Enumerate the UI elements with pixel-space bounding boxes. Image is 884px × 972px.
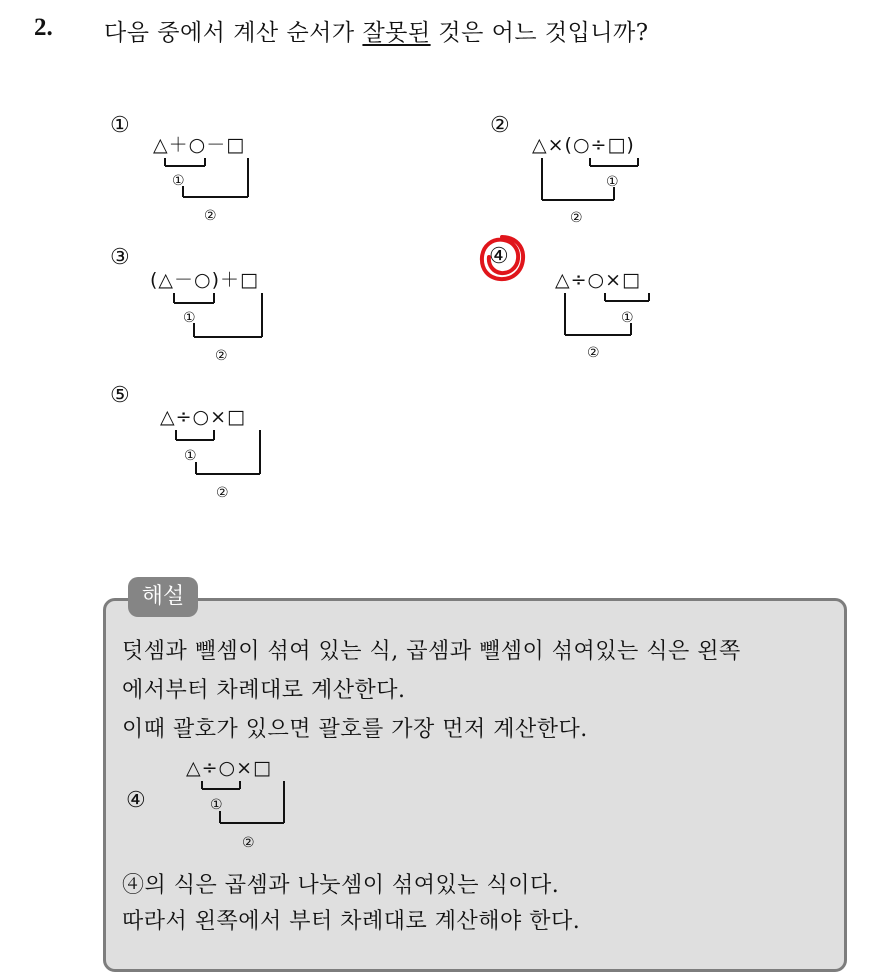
question-number: 2. (34, 14, 53, 41)
question-text-after: 것은 어느 것입니까? (430, 20, 649, 46)
choice-1-step2: ② (204, 208, 217, 224)
choice-4-number[interactable]: ④ (489, 244, 509, 269)
explanation-example-expression: △÷○×□ (186, 757, 272, 779)
choice-5-step1: ① (184, 448, 197, 464)
explanation-example-label: ④ (126, 788, 146, 813)
explanation-example-step2: ② (242, 835, 255, 851)
choice-1-number[interactable]: ① (110, 113, 130, 138)
explanation-line-3: 이때 괄호가 있으면 괄호를 가장 먼저 계산한다. (122, 717, 588, 742)
question-text (104, 14, 649, 47)
explanation-line-2: 에서부터 차례대로 계산한다. (122, 678, 406, 703)
choice-3-diagram (150, 285, 280, 370)
choice-4-expression: △÷○×□ (555, 269, 641, 291)
explanation-example-diagram (186, 773, 306, 858)
choice-4-step2: ② (587, 345, 600, 361)
choice-3-step2: ② (215, 348, 228, 364)
choice-4-diagram (555, 285, 675, 370)
choice-4-step1: ① (621, 310, 634, 326)
choice-1-expression: △＋○－□ (153, 134, 246, 156)
explanation-conclusion-1: ④의 식은 곱셈과 나눗셈이 섞여있는 식이다. (122, 873, 560, 898)
choice-1-step1: ① (172, 173, 185, 189)
choice-1-diagram (150, 150, 270, 230)
choice-2-diagram (530, 150, 670, 230)
choice-3-step1: ① (183, 310, 196, 326)
choice-2-step1: ① (606, 174, 619, 190)
choice-3-expression: (△－○)＋□ (150, 269, 259, 291)
explanation-tag: 해설 (128, 577, 198, 617)
explanation-example-step1: ① (210, 797, 223, 813)
choice-2-expression: △×(○÷□) (532, 134, 635, 156)
explanation-line-1: 덧셈과 뺄셈이 섞여 있는 식, 곱셈과 뺄셈이 섞여있는 식은 왼쪽 (122, 639, 741, 664)
choice-3-number[interactable]: ③ (110, 245, 130, 270)
question-text-before: 다음 중에서 계산 순서가 (104, 20, 363, 46)
choice-5-number[interactable]: ⑤ (110, 383, 130, 408)
choice-5-step2: ② (216, 485, 229, 501)
question-text-underlined: 잘못된 (362, 20, 431, 46)
explanation-conclusion-2: 따라서 왼쪽에서 부터 차례대로 계산해야 한다. (122, 909, 581, 934)
choice-2-step2: ② (570, 210, 583, 226)
choice-5-expression: △÷○×□ (160, 406, 246, 428)
choice-2-number[interactable]: ② (490, 113, 510, 138)
choice-5-diagram (160, 422, 280, 507)
